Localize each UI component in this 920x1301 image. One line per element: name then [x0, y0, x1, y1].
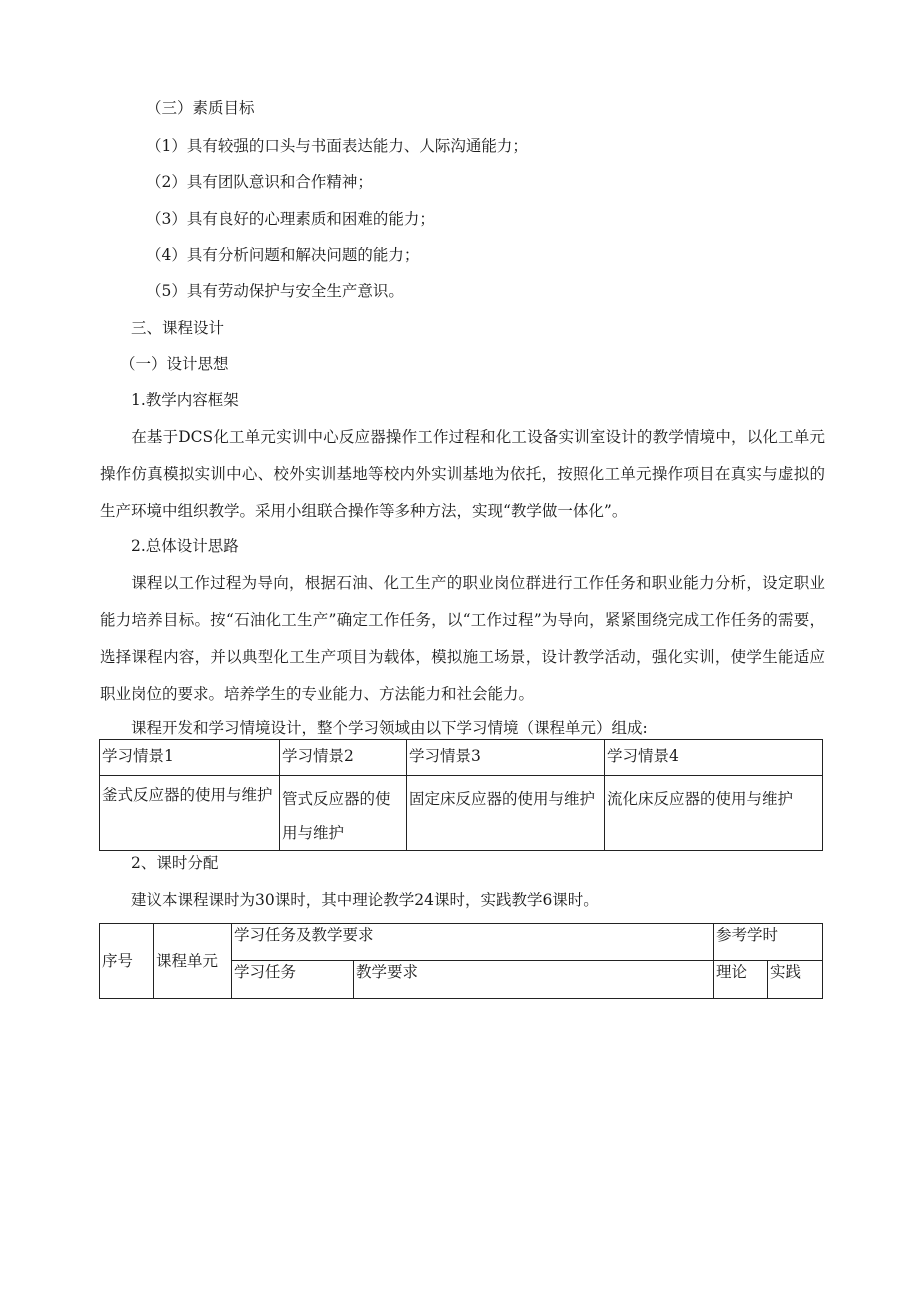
quality-item-1: （1）具有较强的口头与书面表达能力、人际沟通能力； — [146, 137, 528, 155]
overall-heading: 2.总体设计思路 — [131, 537, 239, 555]
quality-item-4: （4）具有分析问题和解决问题的能力； — [146, 246, 420, 264]
hours-col-no: 序号 — [100, 924, 154, 999]
hours-table — [99, 923, 823, 999]
situation-header-3: 学习情景3 — [407, 740, 605, 776]
hours-col-unit: 课程单元 — [154, 924, 232, 999]
overall-paragraph: 课程以工作过程为导向，根据石油、化工生产的职业岗位群进行工作任务和职业能力分析，设定职业能力培养目标。按“石油化工生产”确定工作任务，以“工作过程”为导向，紧紧围绕完成工作任务的需要，选择课程内容，并以典型化工生产项目为载体，模拟施工场景，设计教学活动，强化实训，使学生能适应职业岗位的要求。培养学生的专业能力、方法能力和社会能力。 — [100, 574, 825, 703]
situation-cell-4: 流化床反应器的使用与维护 — [605, 776, 823, 851]
situation-header-4: 学习情景4 — [605, 740, 823, 776]
situation-cell-3: 固定床反应器的使用与维护 — [407, 776, 605, 851]
hours-col-ref: 参考学时 — [714, 924, 823, 961]
situation-cell-1: 釜式反应器的使用与维护 — [100, 776, 280, 851]
quality-item-3: （3）具有良好的心理素质和困难的能力； — [146, 210, 435, 228]
hours-text: 建议本课程课时为30课时，其中理论教学24课时，实践教学6课时。 — [131, 891, 599, 909]
situation-header-2: 学习情景2 — [280, 740, 407, 776]
situation-cell-2: 管式反应器的使用与维护 — [280, 776, 407, 851]
quality-item-2: （2）具有团队意识和合作精神； — [146, 173, 373, 191]
design-heading: 三、课程设计 — [131, 319, 225, 337]
hours-col-group: 学习任务及教学要求 — [232, 924, 714, 961]
quality-heading: （三）素质目标 — [146, 99, 255, 117]
quality-item-5: （5）具有劳动保护与安全生产意识。 — [146, 282, 404, 300]
hours-heading: 2、课时分配 — [131, 854, 219, 872]
hours-col-theory: 理论 — [714, 961, 768, 999]
framework-heading: 1.教学内容框架 — [131, 391, 239, 409]
framework-paragraph: 在基于DCS化工单元实训中心反应器操作工作过程和化工设备实训室设计的教学情境中，以化工单元操作仿真模拟实训中心、校外实训基地等校内外实训基地为依托，按照化工单元操作项目在真实与虚拟的生产环境中组织教学。采用小组联合操作等多种方法，实现“教学做一体化”。 — [100, 428, 825, 520]
hours-col-req: 教学要求 — [354, 961, 714, 999]
situations-table — [99, 739, 823, 851]
design-sub-heading: （一）设计思想 — [120, 355, 229, 373]
hours-col-practice: 实践 — [768, 961, 823, 999]
situations-intro: 课程开发和学习情境设计，整个学习领域由以下学习情境（课程单元）组成: — [131, 719, 648, 737]
hours-col-task: 学习任务 — [232, 961, 354, 999]
situation-header-1: 学习情景1 — [100, 740, 280, 776]
